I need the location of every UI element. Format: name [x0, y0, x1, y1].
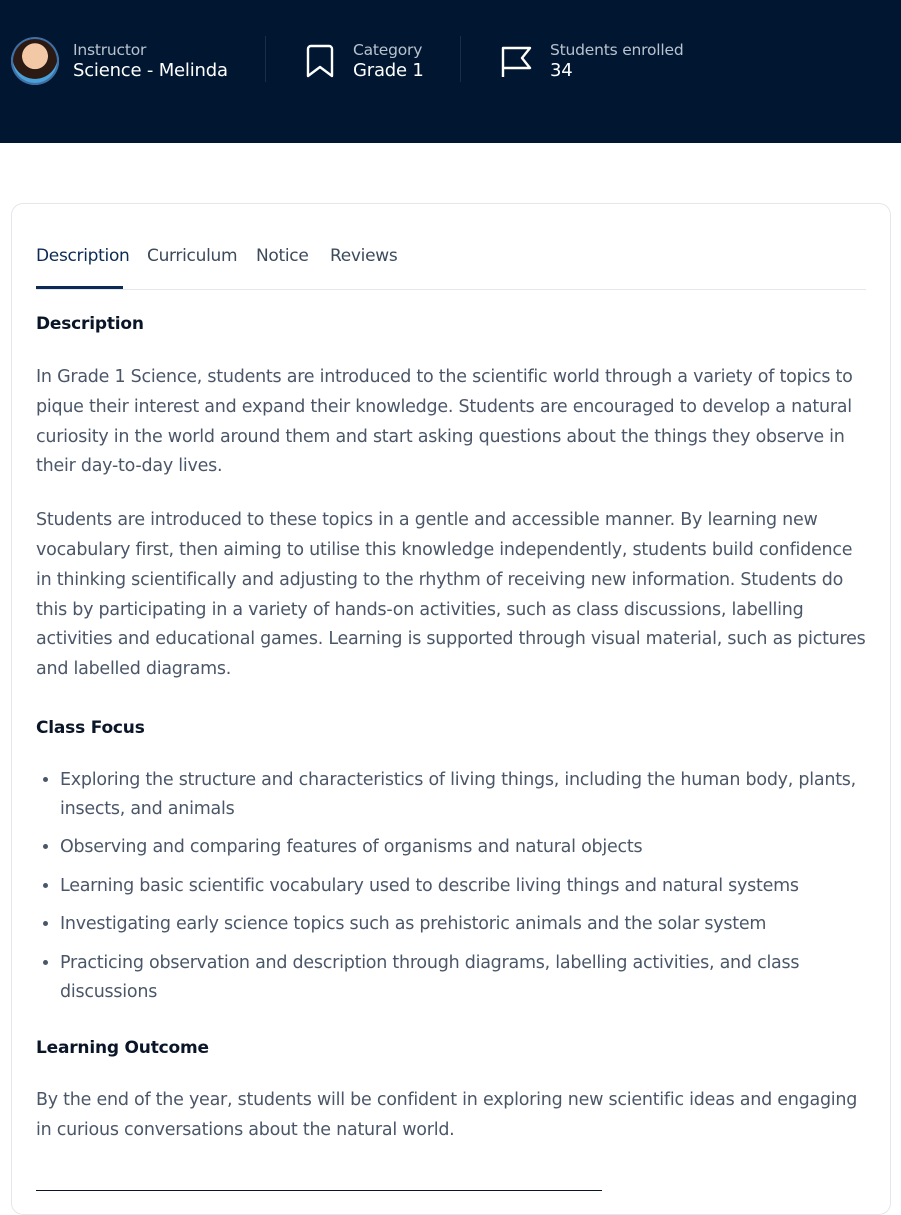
list-item: • Learning basic scientific vocabulary used to describe living things and natural systems: [60, 872, 871, 901]
class-focus-heading: Class Focus: [36, 717, 145, 738]
list-item: • Practicing observation and description through diagrams, labelling activities, and class discussions: [60, 949, 871, 1007]
students-label: Students enrolled: [550, 41, 684, 59]
tab-notice[interactable]: Notice: [256, 246, 309, 266]
category-value: Grade 1: [353, 60, 424, 81]
header-divider: [265, 36, 266, 82]
students-info: [500, 36, 683, 86]
students-count: 34: [550, 60, 573, 81]
tab-bar: [36, 238, 866, 290]
avatar[interactable]: [11, 37, 59, 85]
instructor-name[interactable]: Science - Melinda: [73, 60, 228, 81]
active-tab-indicator: [36, 286, 123, 289]
category-info: [305, 36, 424, 86]
tab-description[interactable]: Description: [36, 246, 130, 266]
learning-outcome-text: By the end of the year, students will be confident in exploring new scientific ideas and engaging in curious conversations about the natural world.: [36, 1089, 858, 1140]
tab-curriculum[interactable]: Curriculum: [147, 246, 238, 266]
list-item: • Exploring the structure and characteristics of living things, including the human body, plants, insects, and animals: [60, 766, 871, 824]
learning-outcome-heading: Learning Outcome: [36, 1037, 209, 1058]
course-details-card: [11, 203, 891, 1215]
section-divider: [36, 1190, 602, 1191]
description-paragraph: Students are introduced to these topics in a gentle and accessible manner. By learning new vocabulary first, then aiming to utilise this knowledge independently, students build confidence in thinking scientifically and adjusting to the rhythm of receiving new information. Students do this by participating in a variety of hands-on activities, such as class discussions, labelling activities and educational games. Learning is supported through visual material, such as pictures and labelled diagrams.: [36, 510, 866, 680]
header-divider: [460, 36, 461, 82]
class-focus-list: [36, 766, 871, 1007]
flag-icon: [500, 44, 532, 78]
description-paragraph: In Grade 1 Science, students are introduced to the scientific world through a variety of topics to pique their interest and expand their knowledge. Students are encouraged to develop a natural curiosity in the world around them and start asking questions about the things they observe in their day-to-day lives.: [36, 367, 853, 477]
course-header: [0, 0, 901, 143]
instructor-label: Instructor: [73, 41, 147, 59]
description-heading: Description: [36, 314, 144, 334]
tab-content: [36, 314, 871, 1146]
list-item: • Investigating early science topics such as prehistoric animals and the solar system: [60, 910, 871, 939]
category-label: Category: [353, 41, 423, 59]
tab-reviews[interactable]: Reviews: [330, 246, 398, 266]
bookmark-icon: [305, 43, 335, 79]
list-item: • Observing and comparing features of organisms and natural objects: [60, 833, 871, 862]
instructor-info[interactable]: [11, 36, 228, 86]
